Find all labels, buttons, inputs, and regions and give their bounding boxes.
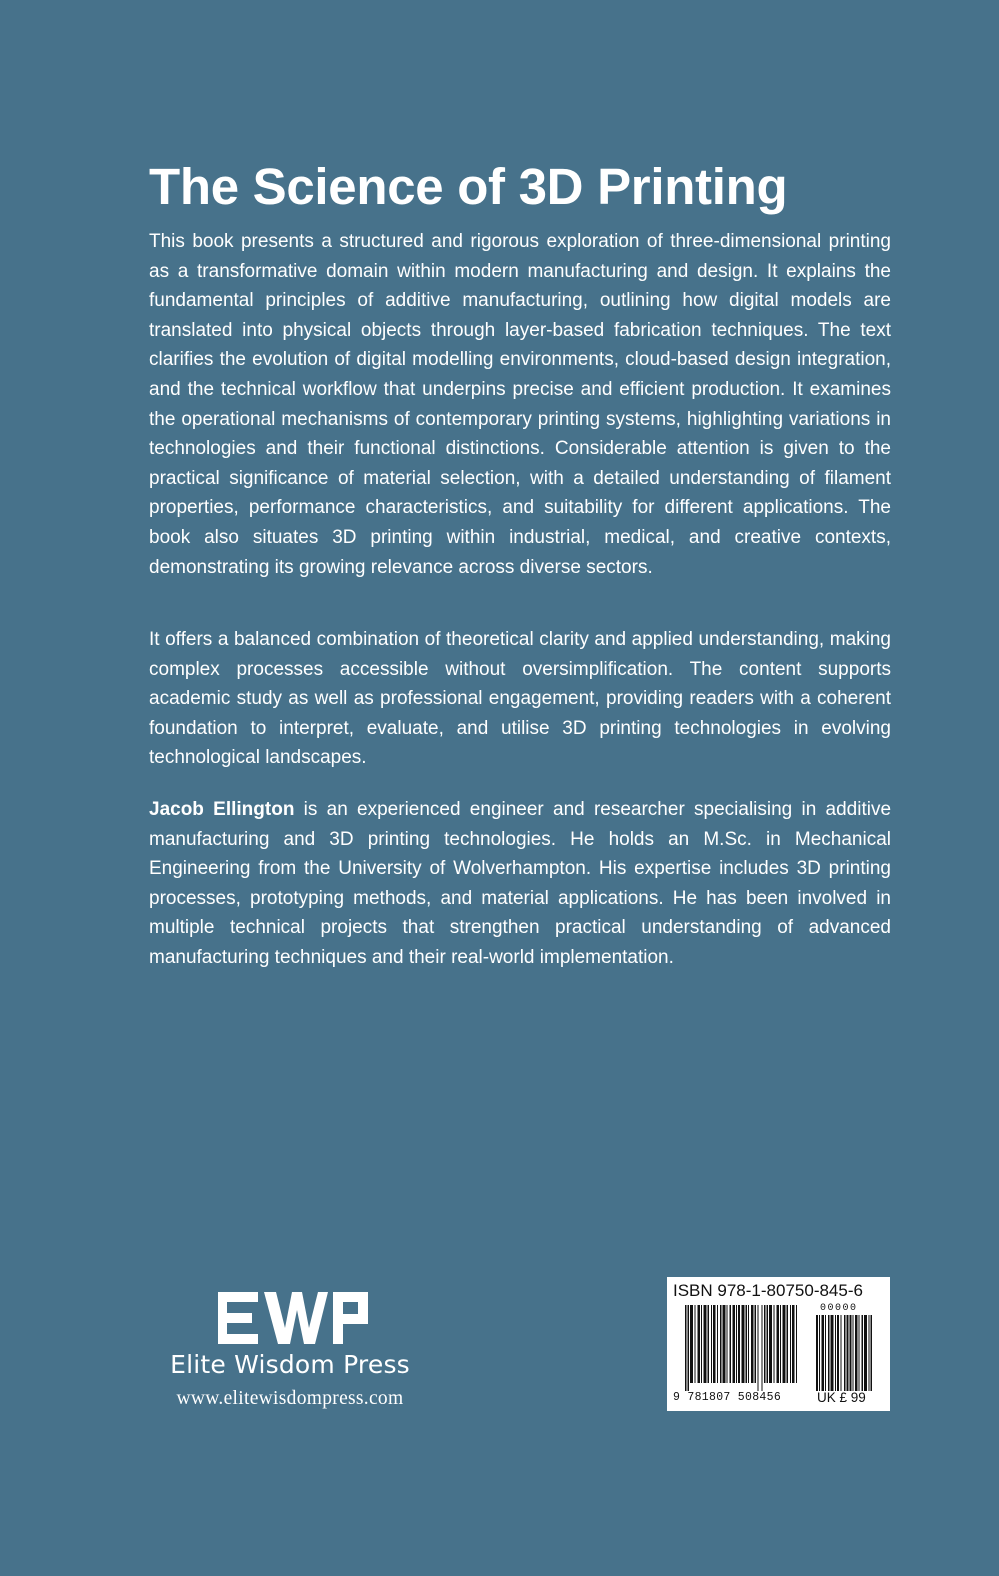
publisher-logo: [150, 1290, 440, 1420]
barcode-human-readable: 9 781807 508456: [673, 1391, 782, 1404]
publisher-url: www.elitewisdompress.com: [176, 1388, 404, 1409]
author-bio: [149, 795, 891, 973]
barcode-addon-digits: 00000: [820, 1303, 858, 1314]
barcode-addon-icon: [816, 1315, 872, 1391]
price-label: UK £ 99: [817, 1390, 866, 1405]
author-name: Jacob Ellington: [149, 799, 295, 820]
blurb-paragraph-1: This book presents a structured and rigorous exploration of three-dimensional printing as a transformative domain within modern manufacturing and design. It explains the fundamental principles of additive manufacturing, outlining how digital models are translated into physical objects through layer-based fabrication techniques. The text clarifies the evolution of digital modelling environments, cloud-based design integration, and the technical workflow that underpins precise and efficient production. It examines the operational mechanisms of contemporary printing systems, highlighting variations in technologies and their functional distinctions. Considerable attention is given to the practical significance of material selection, with a detailed understanding of filament properties, performance characteristics, and suitability for different applications. The book also situates 3D printing within industrial, medical, and creative contexts, demonstrating its growing relevance across diverse sectors.: [149, 231, 891, 578]
ewp-logo-mark: [218, 1290, 368, 1346]
barcode-icon: [685, 1305, 797, 1391]
isbn-barcode-box: [667, 1277, 890, 1411]
isbn-label: ISBN 978-1-80750-845-6: [673, 1281, 863, 1300]
publisher-name: Elite Wisdom Press: [170, 1350, 410, 1379]
author-bio-text: is an experienced engineer and researcher specialising in additive manufacturing and 3D printing technologies. He holds an M.Sc. in Mechanical Engineering from the University of Wolverhampton. His expertise includes 3D printing processes, prototyping methods, and material applications. He has been involved in multiple technical projects that strengthen practical understanding of advanced manufacturing techniques and their real-world implementation.: [149, 799, 892, 968]
book-title: The Science of 3D Printing: [149, 158, 788, 215]
blurb-paragraph-2: It offers a balanced combination of theoretical clarity and applied understanding, making complex processes accessible without oversimplification. The content supports academic study as well as professional engagement, providing readers with a coherent foundation to interpret, evaluate, and utilise 3D printing technologies in evolving technological landscapes.: [149, 629, 891, 769]
